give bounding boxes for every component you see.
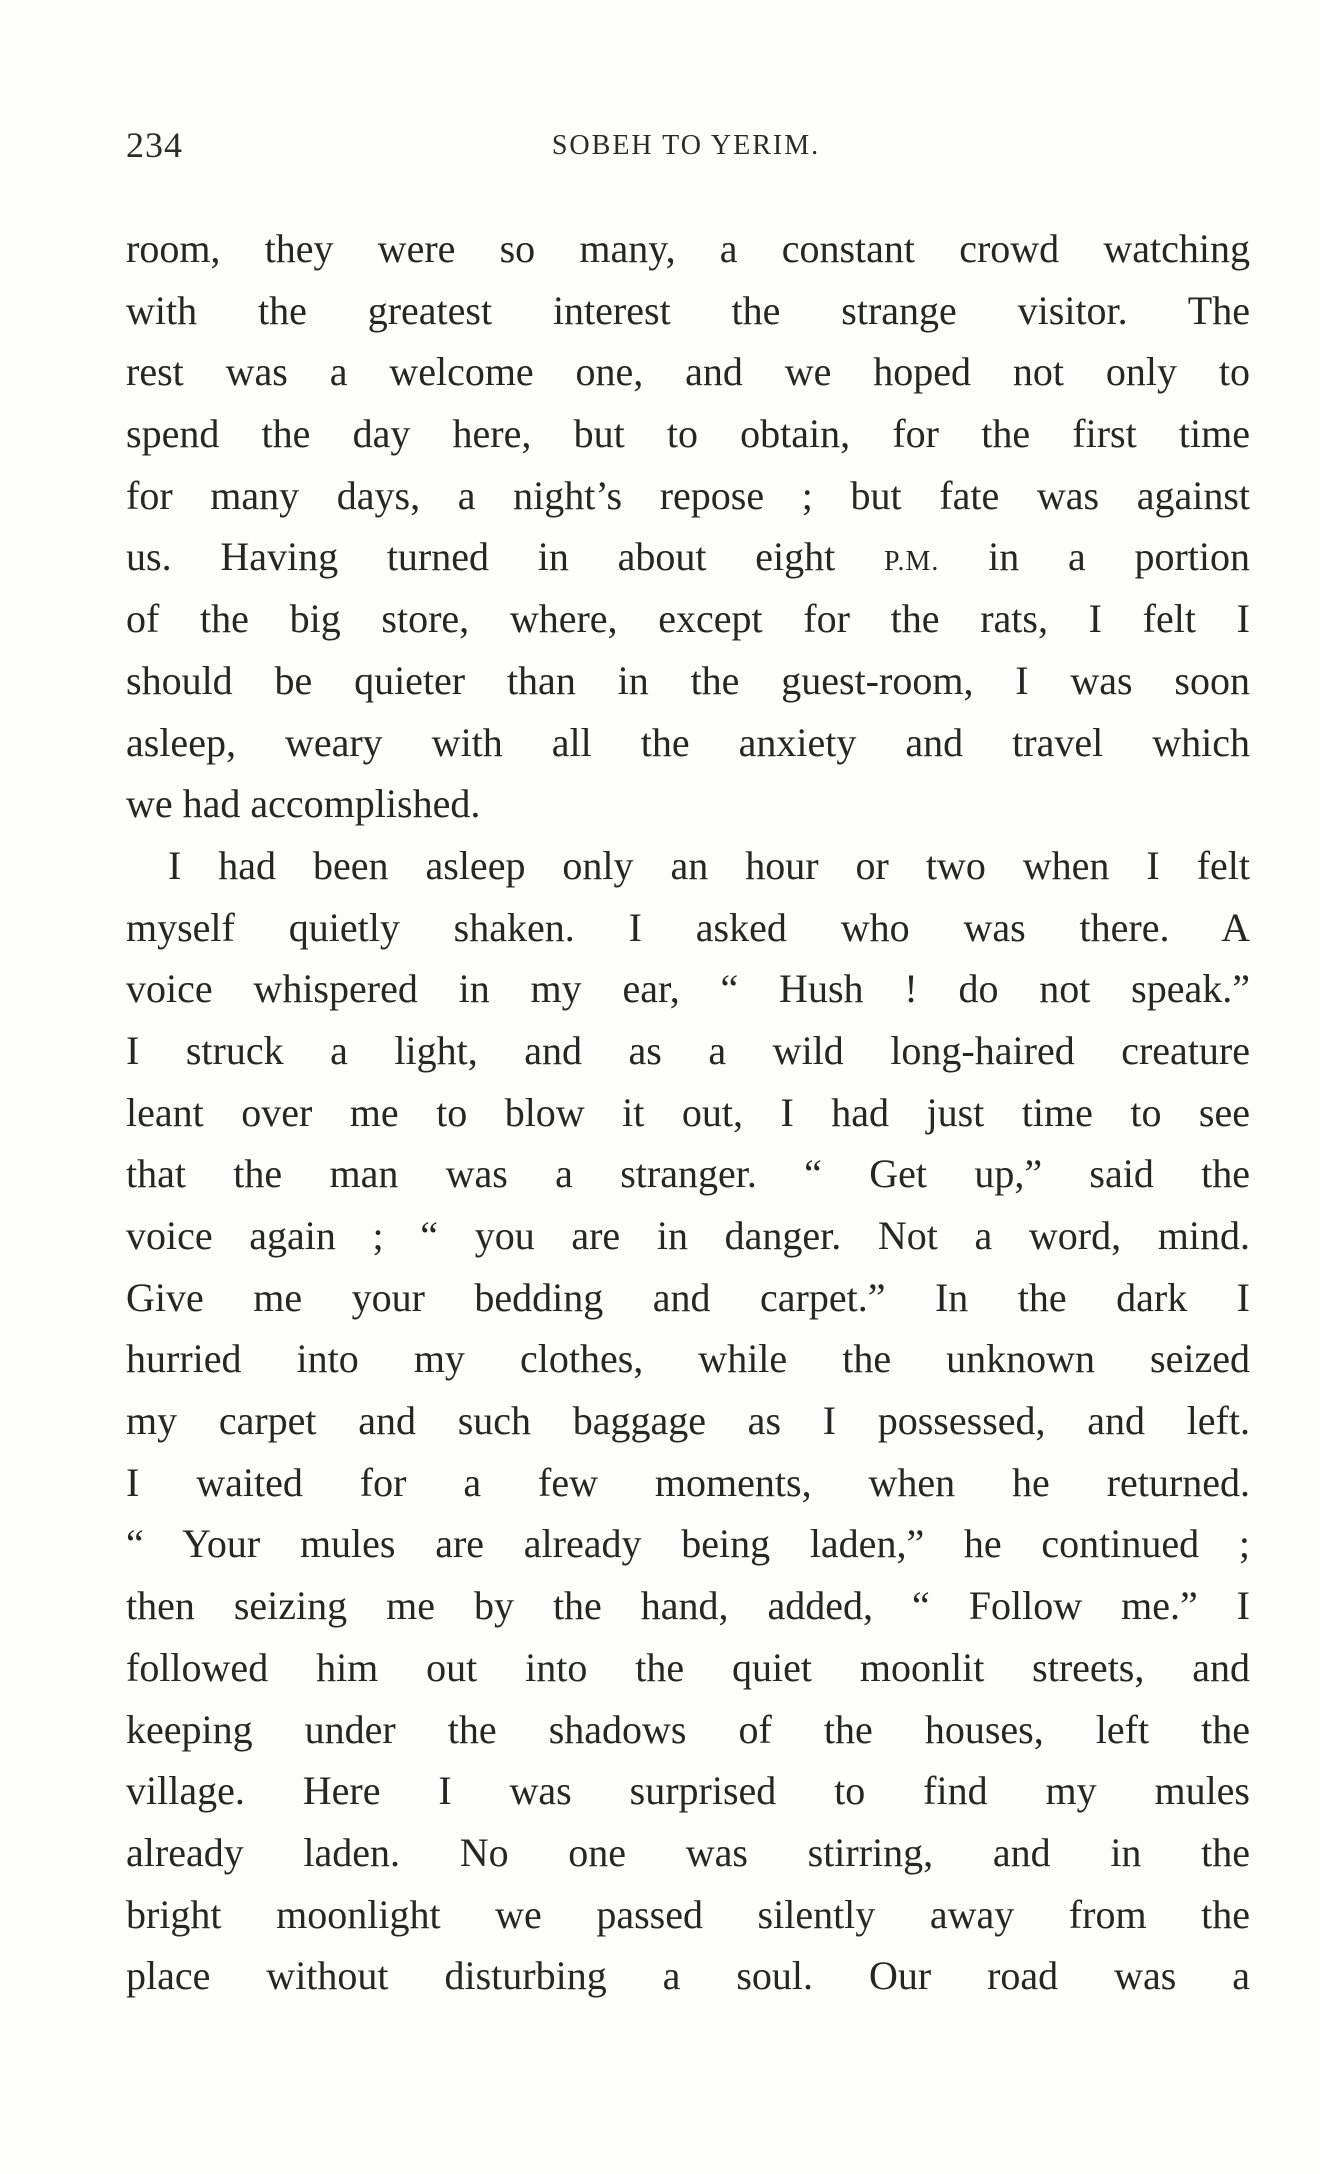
text-line: already laden. No one was stirring, and in the xyxy=(126,1829,1250,1875)
text-line: voice whispered in my ear, “ Hush ! do not speak.” xyxy=(126,966,1250,1012)
text-line-start: us. Having turned in about eight xyxy=(126,534,836,580)
text-line: with the greatest interest the strange visitor. The xyxy=(126,287,1250,333)
text-line: hurried into my clothes, while the unknown seized xyxy=(126,1336,1250,1382)
text-line-end: in a portion xyxy=(988,534,1251,580)
text-line: should be quieter than in the guest-room, I was soon xyxy=(126,657,1250,703)
running-head: SOBEH TO YERIM. xyxy=(551,130,821,161)
text-line: “ Your mules are already being laden,” he continued ; xyxy=(126,1521,1250,1567)
text-line: place without disturbing a soul. Our road was a xyxy=(126,1953,1250,1999)
text-line: rest was a welcome one, and we hoped not only to xyxy=(126,349,1250,395)
text-line: then seizing me by the hand, added, “ Follow me.” I xyxy=(126,1583,1250,1629)
text-line: that the man was a stranger. “ Get up,” said the xyxy=(126,1151,1250,1197)
text-line: village. Here I was surprised to find my mules xyxy=(126,1768,1250,1814)
text-line: keeping under the shadows of the houses, left the xyxy=(126,1706,1250,1752)
text-line: myself quietly shaken. I asked who was there. A xyxy=(126,904,1250,950)
text-line: Give me your bedding and carpet.” In the dark I xyxy=(126,1274,1250,1320)
text-line: my carpet and such baggage as I possessed, and left. xyxy=(126,1398,1250,1444)
text-line: for many days, a night’s repose ; but fate was against xyxy=(126,472,1250,518)
text-line: I waited for a few moments, when he returned. xyxy=(126,1459,1250,1505)
text-line: voice again ; “ you are in danger. Not a word, mind. xyxy=(126,1213,1250,1258)
text-line: leant over me to blow it out, I had just time to see xyxy=(126,1089,1250,1135)
paragraph-start-line: I had been asleep only an hour or two when I felt xyxy=(168,842,1250,888)
text-line xyxy=(126,526,1250,588)
small-caps-pm: P.M. xyxy=(883,546,940,578)
text-line: spend the day here, but to obtain, for the first time xyxy=(126,411,1250,457)
text-line: asleep, weary with all the anxiety and travel which xyxy=(126,719,1250,765)
text-line: followed him out into the quiet moonlit streets, and xyxy=(126,1644,1250,1690)
body-text xyxy=(126,218,1250,2007)
page-number: 234 xyxy=(126,125,183,165)
text-line: room, they were so many, a constant crowd watching xyxy=(126,226,1250,271)
text-line: bright moonlight we passed silently away from the xyxy=(126,1891,1250,1937)
page-header xyxy=(126,124,1246,174)
paragraph-end-line: we had accomplished. xyxy=(126,781,481,827)
text-line: I struck a light, and as a wild long-haired creature xyxy=(126,1027,1250,1073)
text-line: of the big store, where, except for the rats, I felt I xyxy=(126,596,1250,642)
